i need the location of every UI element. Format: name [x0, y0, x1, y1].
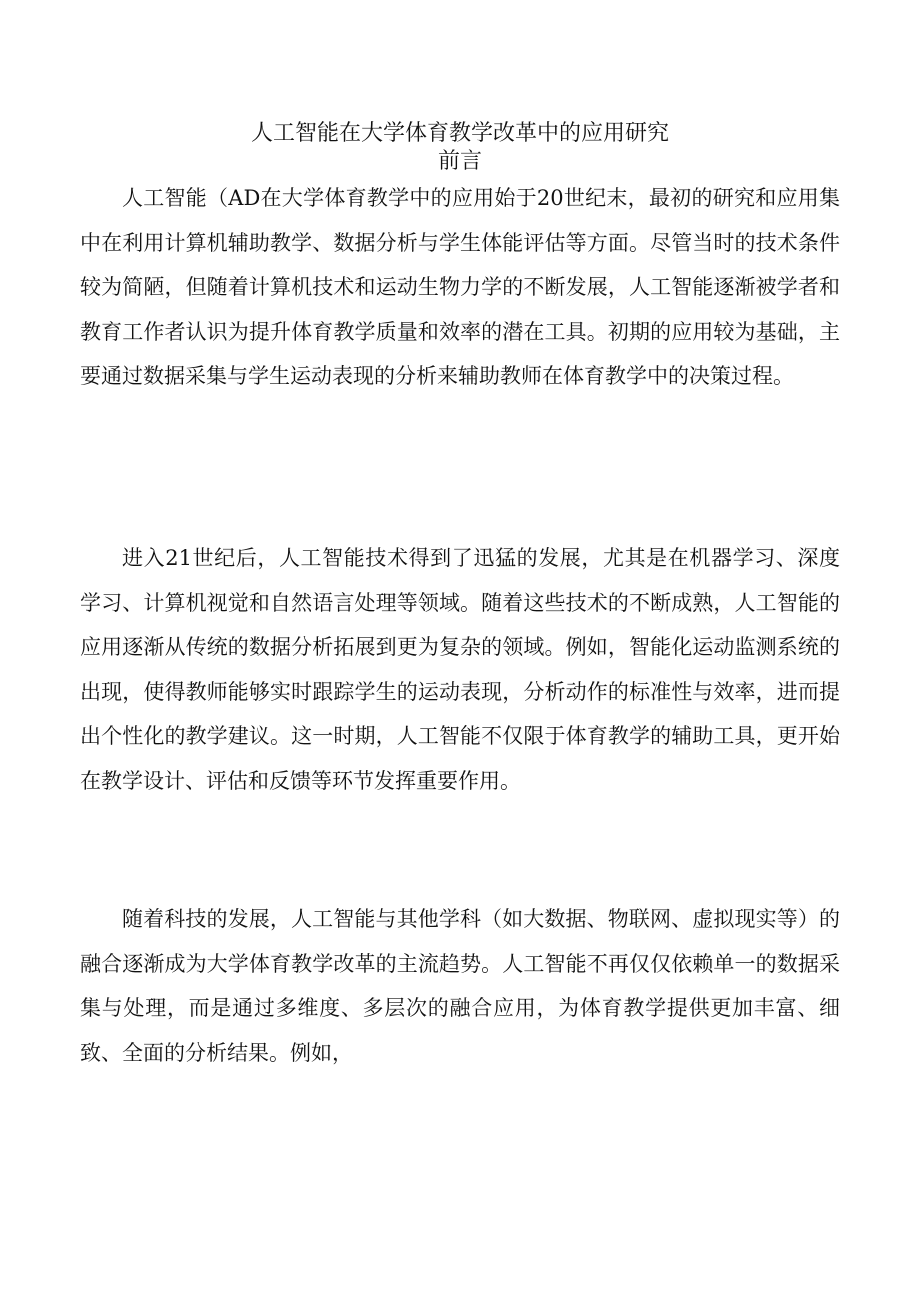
document-title: 人工智能在大学体育教学改革中的应用研究	[250, 121, 669, 146]
section-heading: 前言	[437, 149, 482, 174]
paragraph-1: 人工智能（AD在大学体育教学中的应用始于20世纪末，最初的研究和应用集中在利用计算机辅助教学、数据分析与学生体能评估等方面。尽管当时的技术条件较为简陋，但随着计算机技术和运动生物力学的不断发展，人工智能逐渐被学者和教育工作者认识为提升体育教学质量和效率的潜在工具。初期的应用较为基础，主要通过数据采集与学生运动表现的分析来辅助教师在体育教学中的决策过程。	[80, 186, 840, 388]
paragraph-3: 随着科技的发展，人工智能与其他学科（如大数据、物联网、虚拟现实等）的融合逐渐成为大学体育教学改革的主流趋势。人工智能不再仅仅依赖单一的数据采集与处理，而是通过多维度、多层次的融合应用，为体育教学提供更加丰富、细致、全面的分析结果。例如，	[80, 907, 840, 1065]
paragraph-2: 进入21世纪后，人工智能技术得到了迅猛的发展，尤其是在机器学习、深度学习、计算机视觉和自然语言处理等领域。随着这些技术的不断成熟，人工智能的应用逐渐从传统的数据分析拓展到更为复杂的领域。例如，智能化运动监测系统的出现，使得教师能够实时跟踪学生的运动表现，分析动作的标准性与效率，进而提出个性化的教学建议。这一时期，人工智能不仅限于体育教学的辅助工具，更开始在教学设计、评估和反馈等环节发挥重要作用。	[80, 546, 840, 793]
